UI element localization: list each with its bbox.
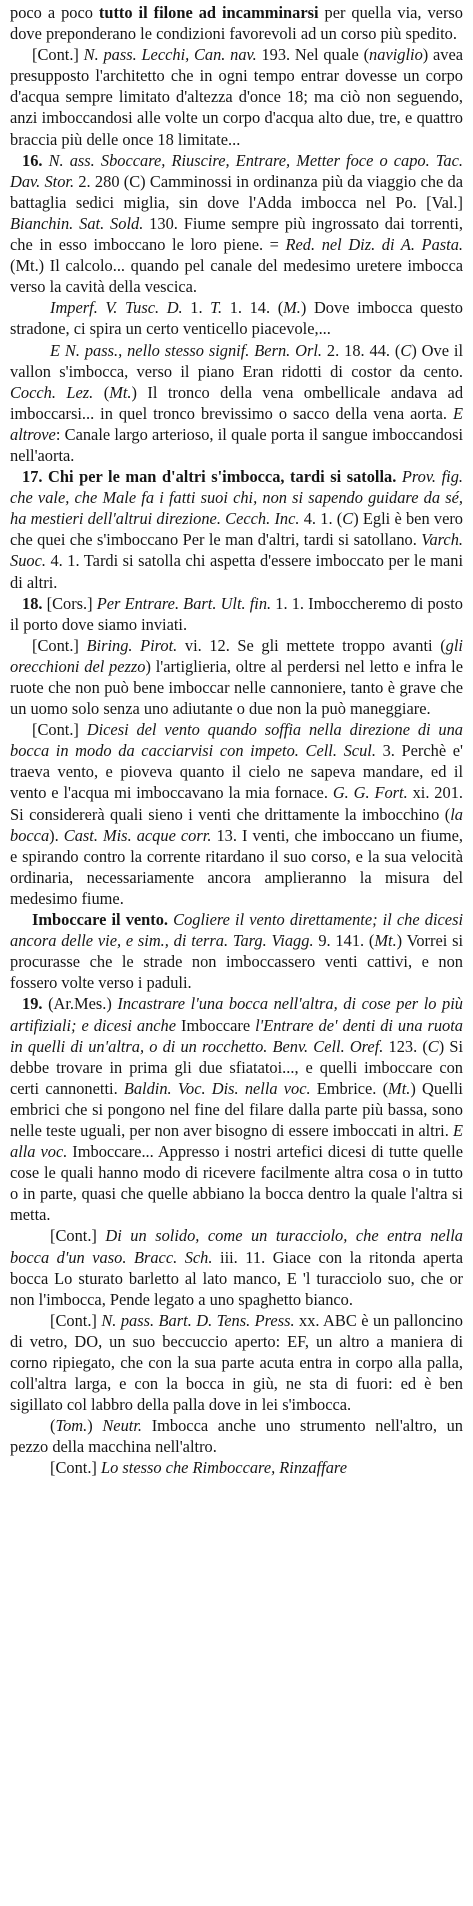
- entry-paragraph: [10, 150, 463, 298]
- italic-text: Mt.: [374, 931, 397, 951]
- body-text: iii. 11. Giace con la ritonda aperta bocca Lo sturato barletto al lato manco, E 'l turacciolo suo, che or non l'imbocca, Pende legato a uno spaghetto bianco.: [10, 1247, 463, 1309]
- italic-text: gli orecchioni del pezzo: [10, 635, 463, 676]
- italic-text: Di un solido, come un turacciolo, che entra nella bocca d'un vaso. Bracc. Sch.: [10, 1226, 463, 1267]
- body-text: (: [50, 1416, 56, 1436]
- bold-text: 16.: [22, 150, 43, 170]
- body-text: 1. 14. (: [222, 298, 284, 318]
- body-text: ) avea presupposto l'architetto che in ogni tempo entrar dovesse un corpo d'acqua sempre limitato d'altezza d'once 18; ma ciò non seguendo, anzi imboccandosi alle volte un corpo d'acqua alto due, tre, e quattro braccia più delle once 18 limitate...: [10, 45, 463, 149]
- entry-paragraph: [10, 297, 463, 339]
- body-text: [Cont.]: [32, 45, 84, 65]
- italic-text: Varch. Suoc.: [10, 530, 463, 571]
- body-text: 4. 1. (: [299, 509, 343, 529]
- italic-text: Imperf. V. Tusc. D.: [50, 298, 183, 318]
- italic-text: Biring. Pirot.: [86, 635, 178, 655]
- italic-text: la bocca: [10, 804, 463, 845]
- entry-paragraph: [10, 1225, 463, 1309]
- body-text: ) Quelli embrici che si pongono nel fine del filare dalla parte più bassa, sono nelle teste uguali, per non aver bisogno di essere imboccati in altri.: [10, 1078, 463, 1140]
- body-text: ).: [49, 825, 64, 845]
- entry-paragraph: [10, 719, 463, 909]
- body-text: (Ar.Mes.): [42, 994, 118, 1014]
- italic-text: Cocch. Lez.: [10, 382, 94, 402]
- body-text: 2. 18. 44. (: [322, 340, 401, 360]
- body-text: xx. ABC è un palloncino di vetro, DO, un suo beccuccio aperto: EF, un altro a maniera di corno ripiegato, che con la sua parte acuta entra in corpo alla palla, coll'altra larga, e con la bocca in giù, ne sta di fuori: ed è ben sigillato col labbro della palla dove in lei s'imbocca.: [10, 1310, 463, 1415]
- body-text: Imbocca anche uno strumento nell'altro, un pezzo della macchina nell'altro.: [10, 1416, 463, 1457]
- entry-paragraph: [10, 1457, 463, 1478]
- body-text: ) Il tronco della vena ombellicale andava ad imboccarsi... in quel tronco brevissimo o sacco della vena aorta.: [10, 382, 464, 423]
- italic-text: C: [427, 1036, 439, 1056]
- italic-text: T.: [210, 298, 223, 318]
- body-text: [Cont.]: [50, 1310, 102, 1330]
- italic-text: Mt.: [388, 1078, 411, 1098]
- italic-text: Cast. Mis. acque corr.: [63, 825, 212, 845]
- body-text: 13. I venti, che imboccano un fiume, e spirando contro la corrente ritardano il suo corso, e la sua velocità ordinaria, necessariamente ancora amplieranno la misura del medesimo fiume.: [10, 825, 463, 908]
- bold-text: tutto il filone ad incamminarsi: [98, 3, 319, 22]
- body-text: 9. 141. (: [313, 931, 375, 951]
- italic-text: Tom.: [55, 1416, 88, 1436]
- italic-text: Dicesi del vento quando soffia nella direzione di una bocca in modo da cacciarvisi con impeto. Cell. Scul.: [10, 720, 463, 761]
- entry-paragraph: [10, 993, 463, 1225]
- italic-text: Red. nel Diz. di A. Pasta.: [285, 235, 463, 255]
- italic-text: E altrove: [10, 403, 463, 444]
- body-text: [Cont.]: [32, 720, 87, 740]
- body-text: ) Vorrei si procurasse che le strade non imboccassero venti cattivi, e non fossero volte verso i paduli.: [10, 931, 464, 993]
- entry-paragraph: [10, 44, 463, 149]
- body-text: 3. Perchè e' traeva vento, e pioveva quanto il cielo ne sapeva mandare, ed il vento e l'acqua mi imboccavano la mia fornace.: [10, 741, 463, 803]
- italic-text: E N. pass., nello stesso signif. Bern. Orl.: [50, 340, 323, 360]
- body-text: ) Ove il vallon s'imbocca, verso il piano Eran ridotti di costor da cento.: [10, 340, 463, 381]
- bold-text: 18.: [22, 593, 43, 613]
- italic-text: Per Entrare. Bart. Ult. fin.: [96, 593, 272, 613]
- italic-text: naviglio: [369, 45, 423, 65]
- bold-text: 19.: [22, 994, 43, 1014]
- italic-text: Mt.: [109, 382, 132, 402]
- italic-text: Baldin. Voc. Dis. nella voc.: [123, 1078, 311, 1098]
- body-text: : Canale largo arterioso, il quale porta il sangue imboccandosi nell'aorta.: [10, 424, 463, 465]
- body-text: Imboccare: [176, 1015, 256, 1035]
- body-text: ) Si debbe trovare in prima gli due sfiatatoi..., e quelli imboccare con certi cannonetti.: [10, 1036, 463, 1098]
- body-text: 1.: [182, 298, 211, 318]
- italic-text: C: [342, 509, 354, 529]
- italic-text: M.: [283, 298, 301, 318]
- entry-paragraph: [10, 593, 463, 635]
- body-text: 193. Nel quale (: [256, 45, 370, 65]
- italic-text: N. ass. Sboccare, Riuscire, Entrare, Metter foce o capo. Tac. Dav. Stor.: [10, 150, 463, 191]
- body-text: 130. Fiume sempre più ingrossato dai torrenti, che in esso imboccano le loro piene. =: [10, 213, 464, 255]
- body-text: ) l'artiglieria, oltre al perdersi nel letto e infra le ruote che non può bene imboccar nelle cannoniere, tanto è grave che un uomo solo senza uno adiutante o due non la può maneggiare.: [10, 656, 463, 719]
- bold-text: Imboccare il vento.: [32, 910, 169, 930]
- italic-text: Incastrare l'una bocca nell'altra, di cose per lo più artifiziali; e dicesi anche: [10, 994, 463, 1035]
- body-text: ): [87, 1416, 103, 1436]
- italic-text: C: [400, 340, 412, 360]
- italic-text: N. pass. Bart. D. Tens. Press.: [101, 1310, 295, 1330]
- italic-text: E alla voc.: [10, 1120, 463, 1162]
- body-text: 1. 1. Imboccheremo di posto il porto dove siamo inviati.: [10, 593, 463, 634]
- entry-paragraph: [10, 635, 463, 719]
- italic-text: l'Entrare de' denti di una ruota in quelli di un'altra, o di un rocchetto. Benv. Cell. Oref.: [10, 1015, 463, 1056]
- body-text: 4. 1. Tardi si satolla chi aspetta d'essere imboccato per le mani di altri.: [10, 551, 463, 592]
- body-text: [Cors.]: [42, 593, 97, 613]
- italic-text: Lo stesso che Rimboccare, Rinzaffare: [101, 1458, 347, 1478]
- italic-text: Neutr.: [102, 1416, 142, 1436]
- body-text: xi. 201. Si considererà quali sieno i venti che drittamente la imbocchino (: [10, 783, 463, 824]
- body-text: (: [93, 382, 110, 402]
- italic-text: Bianchin. Sat. Sold.: [10, 213, 144, 233]
- body-text: per quella via, verso dove preponderano le condizioni favorevoli ad un corso più spedito.: [10, 3, 463, 44]
- italic-text: Cogliere il vento direttamente; il che dicesi ancora delle vie, e sim., di terra. Targ. Viagg.: [10, 910, 464, 951]
- body-text: ) Dove imbocca questo stradone, ci spira un certo venticello piacevole,...: [10, 298, 463, 339]
- body-text: 2. 280 (C) Camminossi in ordinanza più da viaggio che da battaglia sedici miglia, sin dove l'Adda imbocca nel Po. [Val.]: [10, 171, 463, 212]
- entry-paragraph: [10, 1310, 463, 1415]
- body-text: [Cont.]: [50, 1226, 106, 1246]
- body-text: poco a poco: [10, 3, 99, 22]
- body-text: [Cont.]: [32, 635, 87, 655]
- body-text: [Cont.]: [50, 1458, 101, 1478]
- italic-text: G. G. Fort.: [332, 783, 408, 803]
- entry-paragraph: [10, 909, 463, 993]
- entry-paragraph: [10, 466, 463, 593]
- italic-text: Prov. fig. che vale, che Male fa i fatti suoi chi, non si sapendo guidare da sé, ha mestieri dell'altrui direzione. Cecch. Inc.: [10, 467, 463, 529]
- body-text: (Mt.) Il calcolo... quando pel canale del medesimo uretere imbocca verso la cavità della vescica.: [10, 256, 463, 297]
- body-text: ) Egli è ben vero che quei che s'imboccano Per le man d'altri, tardi si satollano.: [10, 509, 464, 550]
- body-text: 123. (: [383, 1036, 428, 1056]
- body-text: Imboccare... Appresso i nostri artefici dicesi di tutte quelle cose le quali hanno modo di ricevere facilmente altra cosa o in tutto o in parte, quasi che quelle abbiano la bocca dentro la quale l'altra si metta.: [10, 1142, 463, 1225]
- italic-text: N. pass. Lecchi, Can. nav.: [83, 45, 257, 65]
- body-text: Embrice. (: [310, 1078, 389, 1098]
- bold-text: 17. Chi per le man d'altri s'imbocca, tardi si satolla.: [22, 467, 397, 487]
- entry-paragraph: [10, 1415, 463, 1457]
- entry-paragraph: [10, 2, 463, 44]
- entry-paragraph: [10, 340, 463, 467]
- body-text: vi. 12. Se gli mettete troppo avanti (: [177, 635, 446, 655]
